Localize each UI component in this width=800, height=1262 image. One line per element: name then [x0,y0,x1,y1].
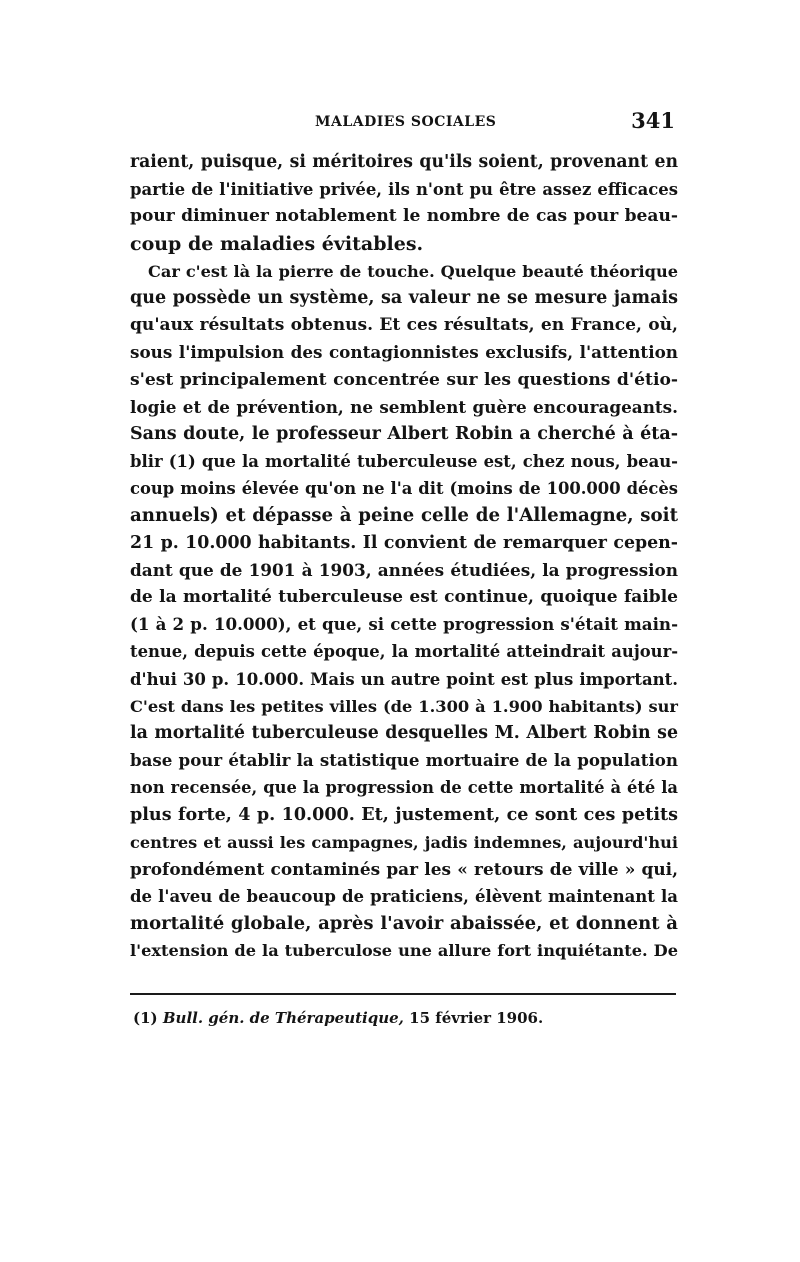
text-line: raient, puisque, si méritoires qu'ils soient, provenant en [130,152,678,172]
footnote [133,1009,543,1027]
page-header [130,104,675,144]
text-line: s'est principalement concentrée sur les questions d'étio- [130,369,678,390]
text-line: coup moins élevée qu'on ne l'a dit (moins de 100.000 décès [130,479,678,499]
text-line: Sans doute, le professeur Albert Robin a cherché à éta- [130,423,678,444]
text-line: centres et aussi les campagnes, jadis indemnes, aujourd'hui [130,832,678,852]
text-line: blir (1) que la mortalité tuberculeuse est, chez nous, beau- [130,452,678,472]
running-head: MALADIES SOCIALES [315,114,497,130]
footnote-date: 15 février 1906. [409,1009,544,1027]
text-line: C'est dans les petites villes (de 1.300 à 1.900 habitants) sur [130,696,678,716]
footnote-marker: (1) [133,1009,158,1027]
footnote-divider [130,993,676,995]
text-line: mortalité globale, après l'avoir abaissée, et donnent à [130,913,678,935]
text-line: annuels) et dépasse à peine celle de l'Allemagne, soit [130,505,678,527]
text-line: pour diminuer notablement le nombre de cas pour beau- [130,206,678,227]
text-line: qu'aux résultats obtenus. Et ces résultats, en France, où, [130,315,678,336]
text-line: 21 p. 10.000 habitants. Il convient de remarquer cepen- [130,532,678,553]
text-line: de l'aveu de beaucoup de praticiens, élèvent maintenant la [130,886,678,907]
paragraph-start-line: Car c'est là la pierre de touche. Quelque beauté théorique [148,261,678,281]
text-line: dant que de 1901 à 1903, années étudiées, la progression [130,559,678,580]
body-text [130,149,678,965]
text-line: sous l'impulsion des contagionnistes exclusifs, l'attention [130,342,678,363]
text-line: que possède un système, sa valeur ne se mesure jamais [130,287,678,308]
text-line: coup de maladies évitables. [130,232,424,255]
text-line: logie et de prévention, ne semblent guère encourageants. [130,396,678,417]
text-line: de la mortalité tuberculeuse est continue, quoique faible [130,587,678,607]
text-line: plus forte, 4 p. 10.000. Et, justement, ce sont ces petits [130,804,678,825]
text-line: d'hui 30 p. 10.000. Mais un autre point est plus important. [130,669,678,689]
text-line: (1 à 2 p. 10.000), et que, si cette progression s'était main- [130,614,678,635]
text-line: profondément contaminés par les « retours de ville » qui, [130,858,678,879]
page-number: 341 [631,108,675,133]
footnote-source-title: Bull. gén. de Thérapeutique, [162,1009,404,1027]
text-line: non recensée, que la progression de cette mortalité à été la [130,778,678,798]
text-line: la mortalité tuberculeuse desquelles M. Albert Robin se [130,722,678,743]
text-line: base pour établir la statistique mortuaire de la population [130,750,678,771]
text-line: partie de l'initiative privée, ils n'ont pu être assez efficaces [130,180,678,200]
text-line: l'extension de la tuberculose une allure fort inquiétante. De [130,941,678,961]
text-line: tenue, depuis cette époque, la mortalité atteindrait aujour- [130,642,678,662]
